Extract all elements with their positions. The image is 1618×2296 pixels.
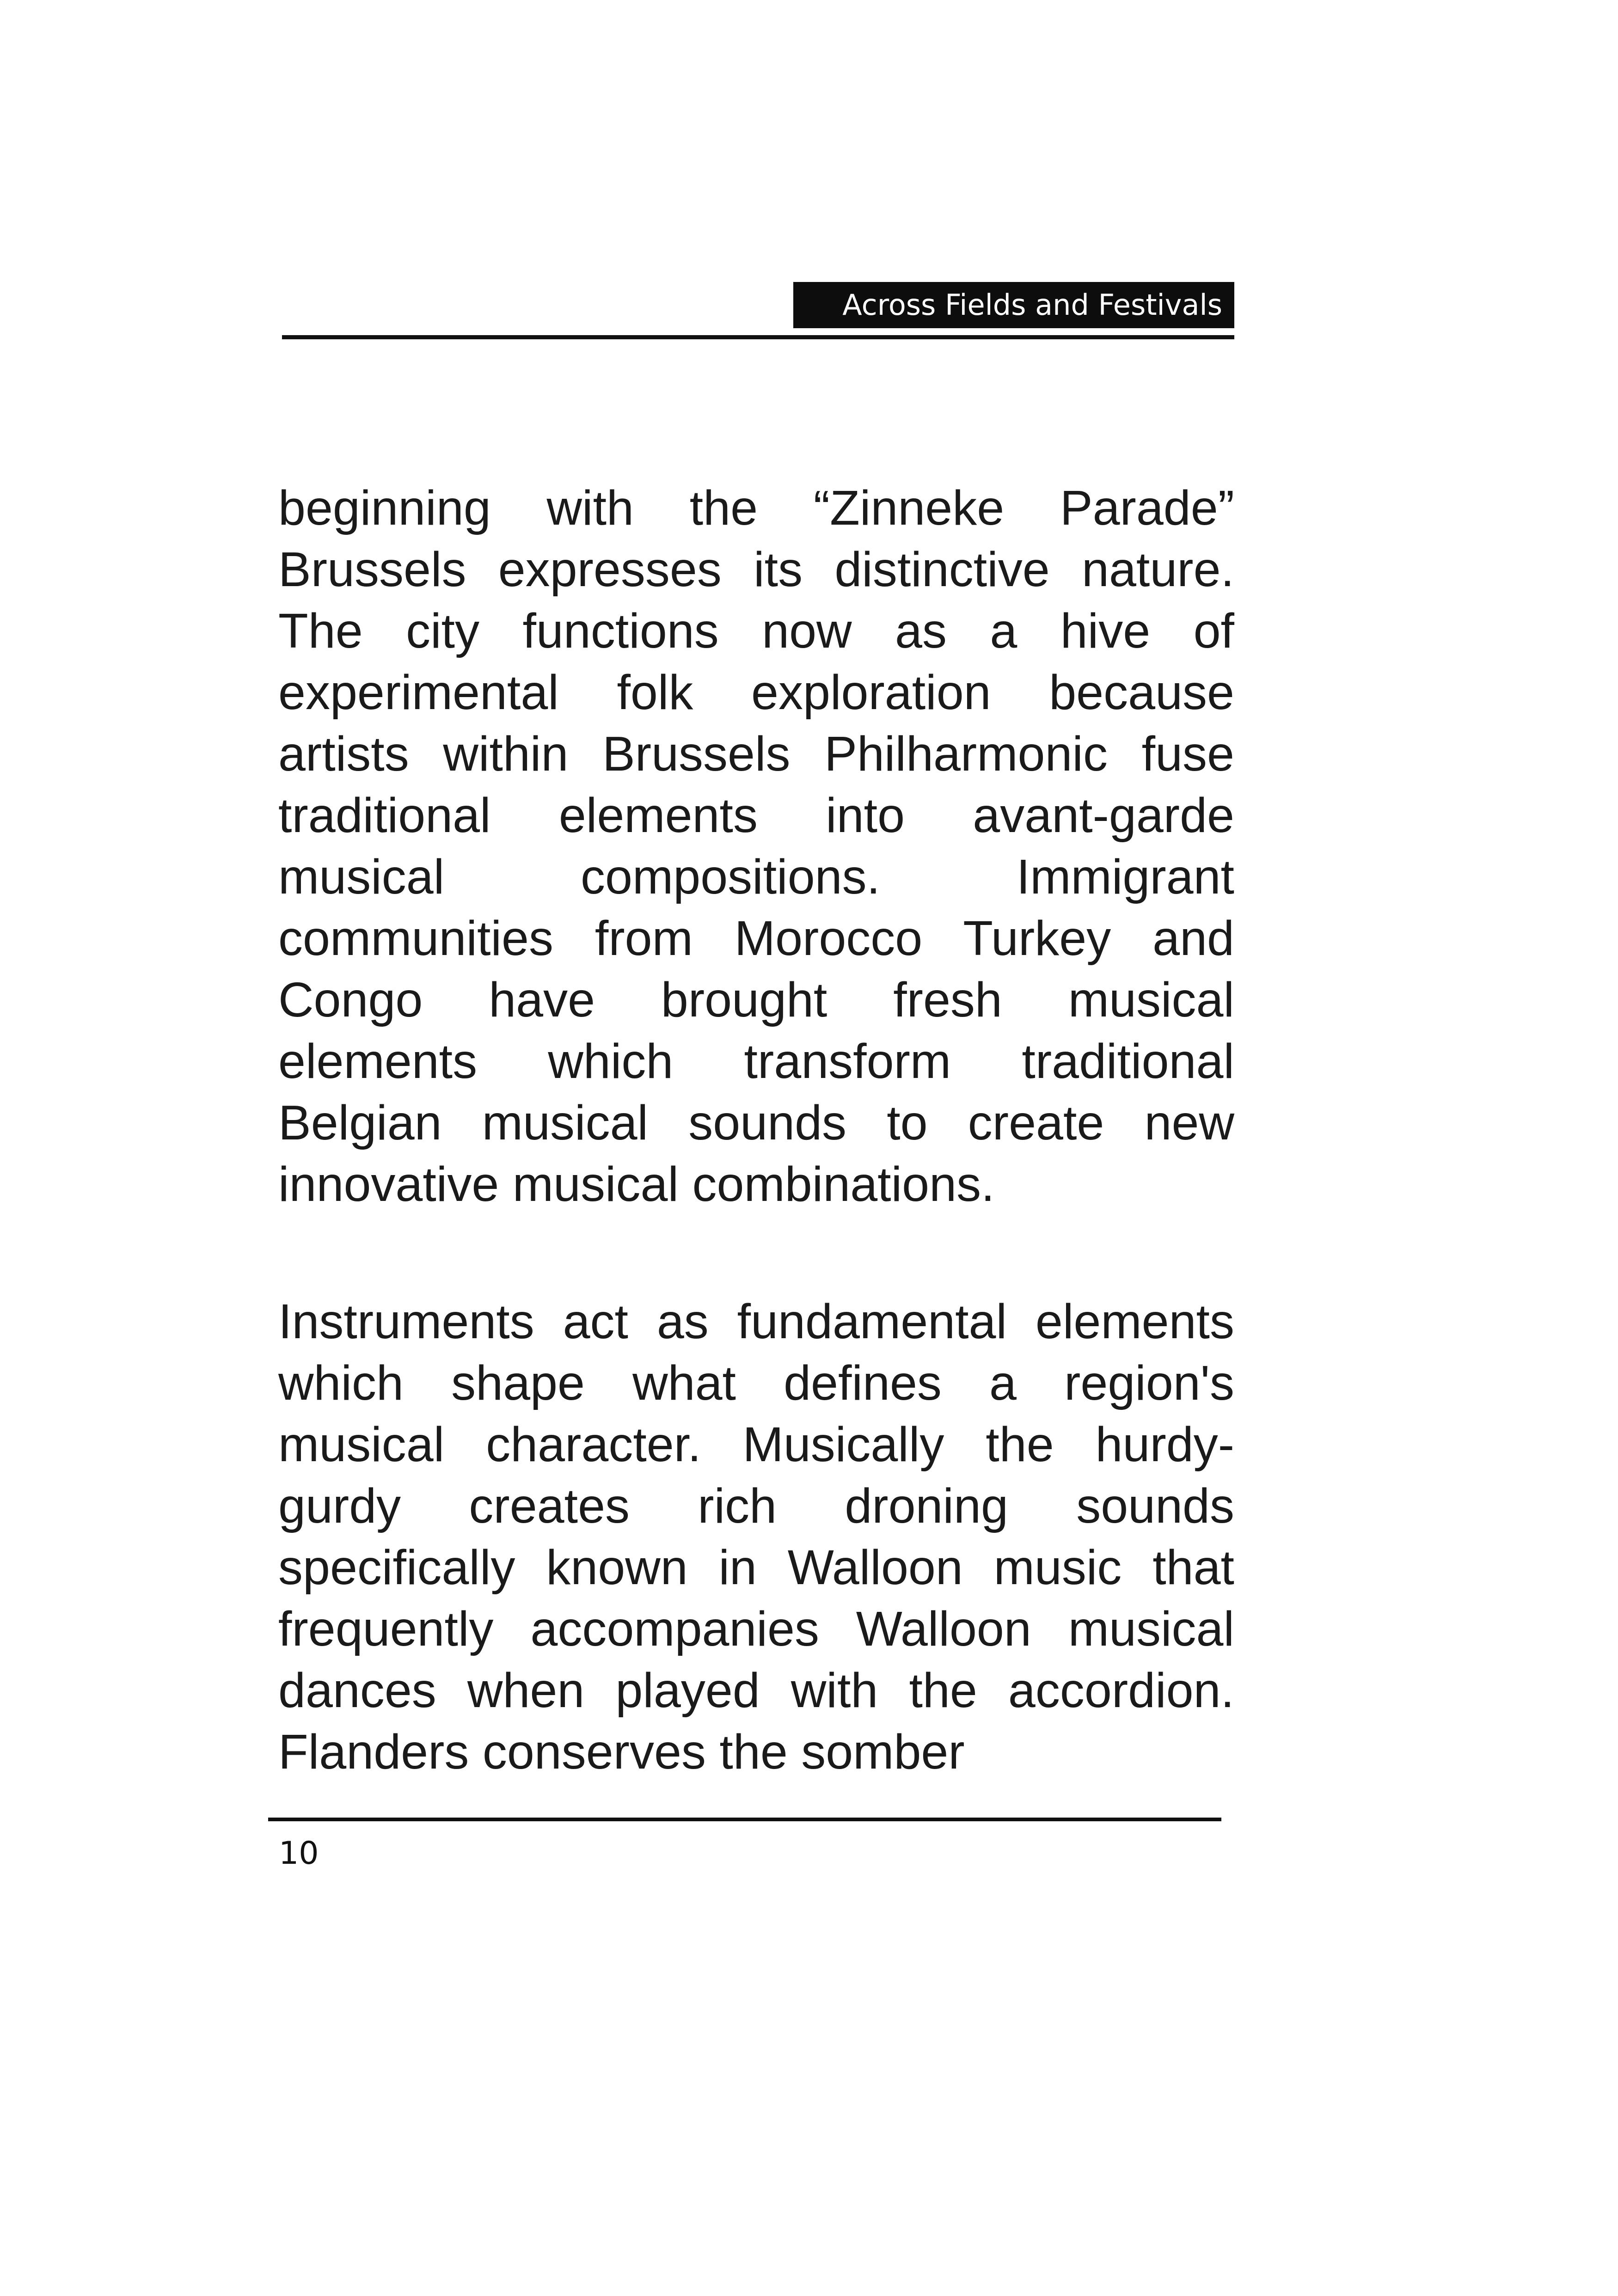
body-paragraph-1: beginning with the “Zinneke Parade” Brussels expresses its distinctive nature. The city functions now as a hive of experimental folk exploration because artists within Brussels Philharmonic fuse traditional elements into avant-garde musical compositions. Immigrant communities from Morocco Turkey and Congo have brought fresh musical elements which transform traditional Belgian musical sounds to create new innovative musical combinations. <box>278 481 1234 1212</box>
footer-divider <box>268 1818 1221 1821</box>
running-header-title: Across Fields and Festivals <box>793 282 1234 328</box>
page-number: 10 <box>279 1835 319 1872</box>
body-paragraph-2: Instruments act as fundamental elements which shape what defines a region's musical character. Musically the hurdy-gurdy creates rich droning sounds specifically known in Walloon music that frequently accompanies Walloon musical dances when played with the accordion. Flanders conserves the somber <box>278 1294 1234 1779</box>
header-divider <box>282 335 1234 339</box>
